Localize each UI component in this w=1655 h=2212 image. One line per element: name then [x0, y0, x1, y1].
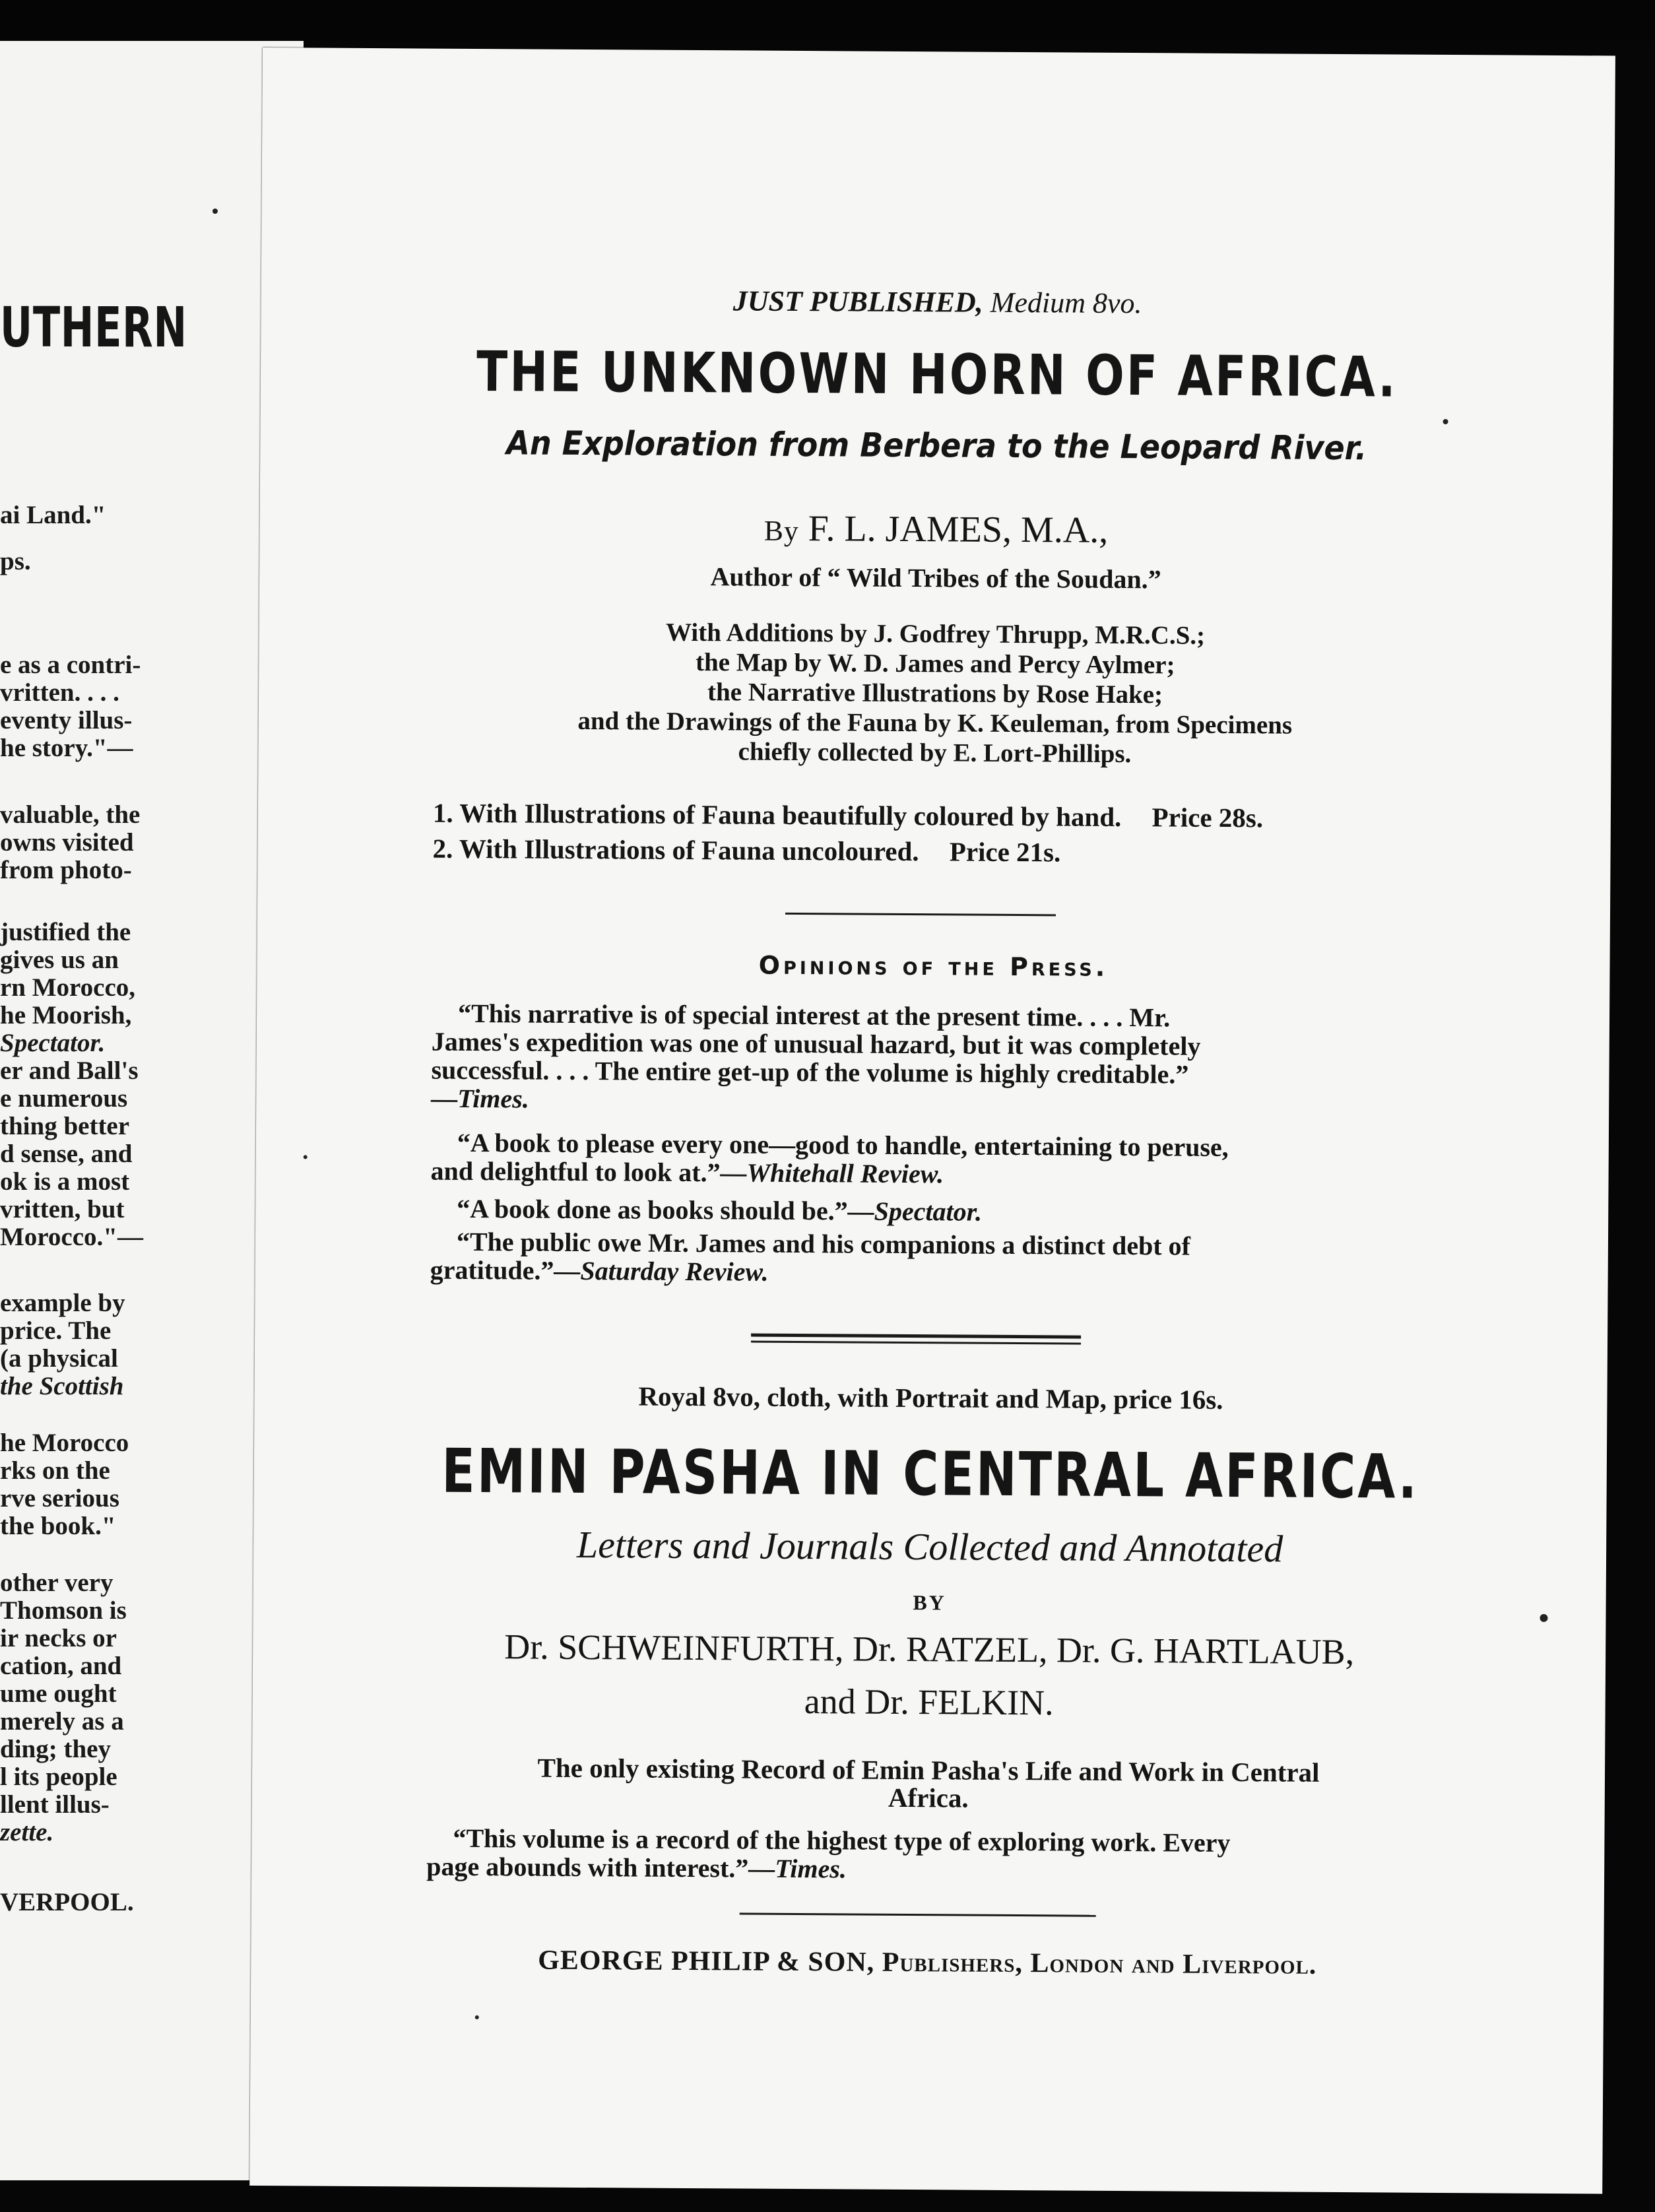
print-speck — [304, 1155, 308, 1159]
facing-page-line: e numerous — [0, 1084, 128, 1113]
book1-title: THE UNKNOWN HORN OF AFRICA. — [476, 339, 1398, 410]
quote-line: “This volume is a record of the highest type of exploring work. Every — [453, 1823, 1231, 1858]
book2-by-label: BY — [913, 1590, 946, 1615]
quote-line: “The public owe Mr. James and his companions a distinct debt of — [456, 1226, 1191, 1261]
book1-credit-line: the Narrative Illustrations by Rose Hake; — [707, 678, 1163, 709]
quote-line: and delightful to look at.” — [430, 1155, 721, 1188]
facing-page-line: vritten. . . . — [0, 678, 119, 707]
edition-price: Price 28s. — [1152, 802, 1264, 833]
facing-page-line: e as a contri- — [0, 651, 141, 679]
facing-page-line: the book." — [0, 1512, 116, 1540]
facing-page-line: l its people — [0, 1763, 117, 1791]
section-divider — [785, 913, 1056, 917]
facing-page-line: ding; they — [0, 1735, 111, 1763]
print-speck — [212, 209, 218, 214]
press-quote — [430, 1128, 1565, 1192]
quote-line: page abounds with interest.” — [426, 1851, 749, 1883]
book1-author-note: Author of “ Wild Tribes of the Soudan.” — [710, 562, 1161, 595]
book2-title: EMIN PASHA IN CENTRAL AFRICA. — [441, 1435, 1419, 1513]
book2-description: Africa. — [888, 1782, 969, 1813]
scan-top-border — [0, 0, 1655, 41]
book1-edition-item — [433, 797, 1263, 834]
facing-page-line: he story."— — [0, 734, 133, 762]
facing-page-line: from photo- — [0, 856, 132, 884]
facing-page-line: gives us an — [0, 946, 119, 974]
book1-publication-line — [261, 281, 1614, 323]
edition-price: Price 21s. — [949, 836, 1061, 868]
book1-format: Medium 8vo. — [990, 286, 1142, 320]
facing-page-line: eventy illus- — [0, 706, 133, 734]
book1-author-line — [259, 504, 1612, 555]
quote-line: successful. . . . The entire get-up of the volume is highly creditable.” — [431, 1055, 1189, 1090]
facing-page-line: llent illus- — [0, 1790, 110, 1819]
facing-page-line: he Moorish, — [0, 1001, 132, 1029]
book1-author: F. L. JAMES, M.A., — [808, 508, 1109, 551]
facing-page-line: ok is a most — [0, 1167, 130, 1196]
publisher-imprint: GEORGE PHILIP & SON, Publishers, London and Liverpool. — [538, 1945, 1317, 1980]
facing-page-line: rks on the — [0, 1456, 110, 1485]
facing-page-line: Morocco."— — [0, 1223, 143, 1251]
facing-page-line: VERPOOL. — [0, 1888, 134, 1916]
press-quote — [430, 1227, 1565, 1291]
quote-line: James's expedition was one of unusual hazard, but it was completely — [431, 1026, 1201, 1061]
quote-source: —Spectator. — [847, 1196, 983, 1227]
book1-by-label: By — [763, 515, 799, 547]
press-quote — [431, 999, 1567, 1120]
book1-credit-line: With Additions by J. Godfrey Thrupp, M.R.C.S.; — [665, 618, 1206, 650]
quote-line: “A book done as books should be.” — [457, 1193, 848, 1226]
edition-description: 1. With Illustrations of Fauna beautifully coloured by hand. — [432, 797, 1122, 832]
book2-format: Royal 8vo, cloth, with Portrait and Map, price 16s. — [638, 1381, 1223, 1415]
facing-page-line: rn Morocco, — [0, 973, 136, 1002]
quote-line: “This narrative is of special interest at the present time. . . . Mr. — [457, 998, 1171, 1033]
facing-page-line: zette. — [0, 1818, 54, 1846]
print-speck — [1540, 1614, 1547, 1622]
edition-description: 2. With Illustrations of Fauna uncoloured. — [432, 833, 919, 867]
facing-page-line: ume ought — [0, 1679, 117, 1708]
facing-page-line: d sense, and — [0, 1140, 133, 1168]
facing-page-line: rve serious — [0, 1484, 119, 1513]
book1-credit-line: the Map by W. D. James and Percy Aylmer; — [695, 648, 1175, 680]
section-divider — [740, 1912, 1096, 1916]
book2-description: The only existing Record of Emin Pasha's Life and Work in Central — [537, 1752, 1320, 1788]
double-rule-top — [751, 1334, 1081, 1339]
book2-authors: and Dr. FELKIN. — [804, 1681, 1054, 1723]
book1-subtitle: An Exploration from Berbera to the Leopard River. — [506, 424, 1367, 468]
facing-page-line: cation, and — [0, 1652, 122, 1680]
facing-page-line: the Scottish — [0, 1372, 124, 1400]
book1-edition-item — [432, 833, 1060, 868]
book2-authors: Dr. SCHWEINFURTH, Dr. RATZEL, Dr. G. HARTLAUB, — [504, 1627, 1355, 1672]
book2-subtitle: Letters and Journals Collected and Annotated — [576, 1522, 1283, 1571]
facing-page-line: other very — [0, 1569, 114, 1597]
facing-page-line: thing better — [0, 1112, 130, 1140]
book1-just-published: JUST PUBLISHED, — [732, 284, 983, 319]
double-rule-bottom — [751, 1341, 1081, 1345]
opinions-heading: Opinions of the Press. — [758, 950, 1109, 982]
facing-page-line: Thomson is — [0, 1596, 127, 1625]
advertisement-page — [249, 48, 1615, 2194]
facing-page-line: ai Land." — [0, 501, 106, 529]
book1-credit-line: chiefly collected by E. Lort-Phillips. — [738, 737, 1132, 769]
facing-page-line: justified the — [0, 918, 131, 946]
facing-page-line: (a physical — [0, 1344, 118, 1373]
print-speck — [475, 2015, 479, 2019]
book2-quote — [426, 1824, 1561, 1888]
book1-credit-line: and the Drawings of the Fauna by K. Keuleman, from Specimens — [577, 706, 1293, 740]
quote-source: —Saturday Review. — [554, 1255, 769, 1287]
quote-line: “A book to please every one—good to handle, entertaining to peruse, — [457, 1127, 1229, 1162]
facing-page-line: he Morocco — [0, 1429, 129, 1457]
print-speck — [1443, 419, 1448, 424]
facing-page-line: ir necks or — [0, 1624, 117, 1652]
facing-page-line: merely as a — [0, 1707, 124, 1736]
quote-line: gratitude.” — [430, 1254, 554, 1285]
facing-page-line: owns visited — [0, 828, 134, 857]
quote-source: —Times. — [431, 1083, 529, 1114]
quote-source: —Times. — [748, 1853, 847, 1884]
facing-page-line: example by — [0, 1289, 125, 1317]
facing-page-line: vritten, but — [0, 1195, 125, 1223]
facing-page-line: price. The — [0, 1317, 112, 1345]
facing-page-line: er and Ball's — [0, 1057, 139, 1085]
quote-source: —Whitehall Review. — [720, 1157, 944, 1189]
facing-page-line: Spectator. — [0, 1029, 106, 1057]
facing-page-line: valuable, the — [0, 800, 141, 829]
press-quote — [457, 1193, 982, 1227]
facing-page-line: ps. — [0, 547, 31, 575]
facing-page-heading: UTHERN — [0, 295, 187, 360]
